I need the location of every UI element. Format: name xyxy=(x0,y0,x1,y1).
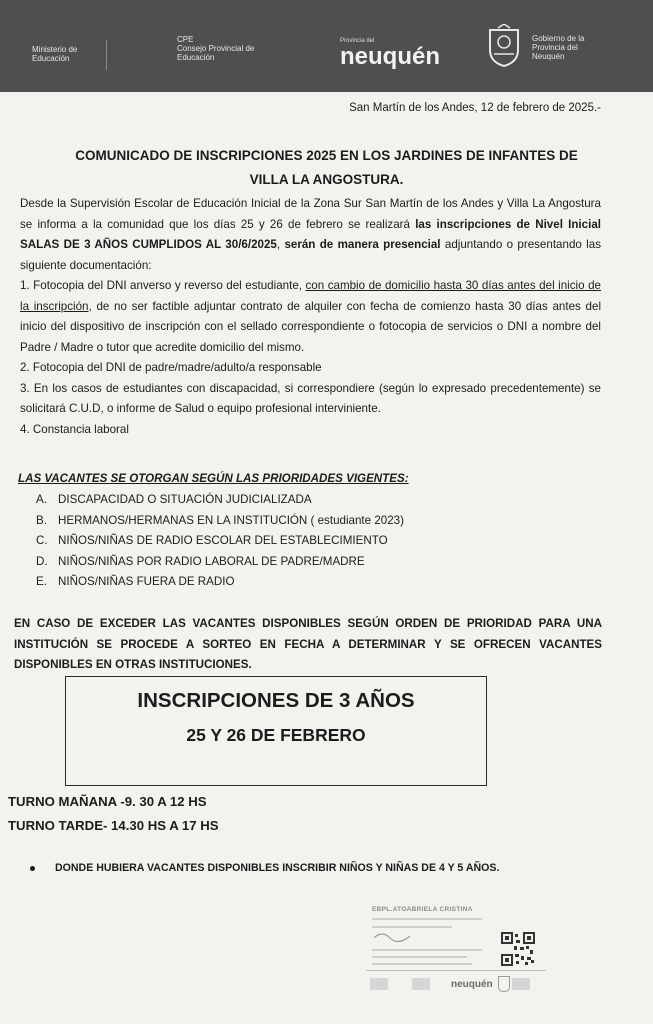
intro-text-2: , xyxy=(276,238,285,251)
intro-text-1: Desde la Supervisión Escolar de Educación Inicial de la Zona Sur San Martín de los Andes y Villa La Angostura se informa a la comunidad que los días 25 y 26 de febrero se realizará xyxy=(20,197,601,231)
gobierno-label: Gobierno de la Provincia del Neuquén xyxy=(532,34,585,61)
intro-paragraph xyxy=(20,194,601,276)
footer-faint-line xyxy=(372,949,482,951)
doc-item-1 xyxy=(20,276,601,358)
priority-letter: D. xyxy=(36,554,48,568)
priority-text: HERMANOS/HERMANAS EN LA INSTITUCIÓN ( estudiante 2023) xyxy=(58,513,404,527)
cpe-name: Consejo Provincial de Educación xyxy=(177,44,255,62)
bullet-text: DONDE HUBIERA VACANTES DISPONIBLES INSCRIBIR NIÑOS Y NIÑAS DE 4 Y 5 AÑOS. xyxy=(55,862,500,874)
exceder-paragraph: EN CASO DE EXCEDER LAS VACANTES DISPONIBLES SEGÚN ORDEN DE PRIORIDAD PARA UNA INSTITUCIÓN SE PROCEDE A SORTEO EN FECHA A DETERMINAR Y SE OFRECEN VACANTES DISPONIBLES EN OTRAS INSTITUCIONES. xyxy=(14,617,602,671)
cpe-abbr: CPE xyxy=(177,35,194,44)
priority-item xyxy=(36,511,404,532)
signer-name: EBPL.ATOABRIELA CRISTINA xyxy=(372,906,473,913)
footer-faint-line xyxy=(372,926,452,928)
provincial-shield-icon xyxy=(486,24,522,68)
priority-text: NIÑOS/NIÑAS FUERA DE RADIO xyxy=(58,575,235,588)
document-date: San Martín de los Andes, 12 de febrero de 2025.- xyxy=(349,102,601,114)
ministerio-label: Ministerio de Educación xyxy=(32,45,78,63)
title-line-2: VILLA LA ANGOSTURA. xyxy=(249,172,404,187)
doc-item-4: 4. Constancia laboral xyxy=(20,422,129,436)
box-line-2: 25 Y 26 DE FEBRERO xyxy=(186,725,366,745)
title-line-1: COMUNICADO DE INSCRIPCIONES 2025 EN LOS JARDINES DE INFANTES DE xyxy=(75,148,578,163)
footer-faint-line xyxy=(372,963,472,965)
doc1-post: , de no ser factible adjuntar contrato de alquiler con fecha de comienzo hasta 30 días antes del inicio del dispositivo de inscripción con el sellado correspondiente o fotocopia de servicios o DNI a nombre del Padre / Madre o tutor que acredite domicilio del mismo. xyxy=(20,299,602,354)
header-separator xyxy=(106,40,107,70)
priorities-list xyxy=(36,490,404,593)
provincia-big: neuquén xyxy=(340,43,440,70)
footer-faint-line xyxy=(372,956,467,958)
priority-item xyxy=(36,531,404,552)
doc1-pre: 1. Fotocopia del DNI anverso y reverso del estudiante, xyxy=(20,279,306,292)
priority-text: NIÑOS/NIÑAS DE RADIO ESCOLAR DEL ESTABLECIMIENTO xyxy=(58,534,388,547)
priority-letter: A. xyxy=(36,493,47,506)
footer-shield-icon xyxy=(498,976,510,992)
footer-faint-line xyxy=(372,918,482,920)
intro-bold-2: serán de manera presencial xyxy=(284,238,441,251)
doc-item-3: 3. En los casos de estudiantes con discapacidad, si correspondiere (según lo expresado precedentemente) se solicitará C.U.D, o informe de Salud o equipo profesional interviniente. xyxy=(20,381,601,415)
doc1-underlined: con cambio de domicilio hasta 30 días antes del inicio de la inscripción xyxy=(20,279,601,313)
qr-code-icon xyxy=(501,932,535,966)
intro-text-3: adjuntando o presentando las siguiente documentación: xyxy=(20,238,602,272)
provincia-small: Provincia del xyxy=(340,38,375,44)
footer-logo-block xyxy=(412,978,430,990)
bullet-icon xyxy=(30,866,35,871)
bullet-note xyxy=(30,862,499,874)
turno-tarde: TURNO TARDE- 14.30 HS A 17 HS xyxy=(8,818,219,833)
signature-scribble-icon xyxy=(372,930,412,942)
footer-divider xyxy=(366,970,546,971)
priorities-title: LAS VACANTES SE OTORGAN SEGÚN LAS PRIORIDADES VIGENTES: xyxy=(18,472,409,485)
cpe-label xyxy=(177,35,277,62)
priority-item xyxy=(36,572,404,593)
priority-text: DISCAPACIDAD O SITUACIÓN JUDICIALIZADA xyxy=(58,493,312,506)
priority-item xyxy=(36,490,404,511)
footer-neuquen-logo: neuquén xyxy=(451,979,493,990)
footer-logo-block xyxy=(512,978,530,990)
doc-item-2: 2. Fotocopia del DNI de padre/madre/adulto/a responsable xyxy=(20,361,322,374)
priority-item xyxy=(36,552,404,573)
priority-text: NIÑOS/NIÑAS POR RADIO LABORAL DE PADRE/MADRE xyxy=(58,554,365,568)
intro-bold-1: las inscripciones de Nivel Inicial SALAS DE 3 AÑOS CUMPLIDOS AL 30/6/2025 xyxy=(20,217,601,251)
footer-logo-block xyxy=(370,978,388,990)
priority-letter: B. xyxy=(36,513,47,527)
turno-manana: TURNO MAÑANA -9. 30 A 12 HS xyxy=(8,794,207,809)
box-line-1: INSCRIPCIONES DE 3 AÑOS xyxy=(137,689,415,712)
neuquen-logo xyxy=(340,38,440,69)
document-body xyxy=(20,194,601,440)
inscripciones-box xyxy=(65,676,487,786)
priority-letter: E. xyxy=(36,575,47,588)
priority-letter: C. xyxy=(36,534,48,547)
header-band xyxy=(0,0,653,92)
document-title xyxy=(0,144,653,192)
